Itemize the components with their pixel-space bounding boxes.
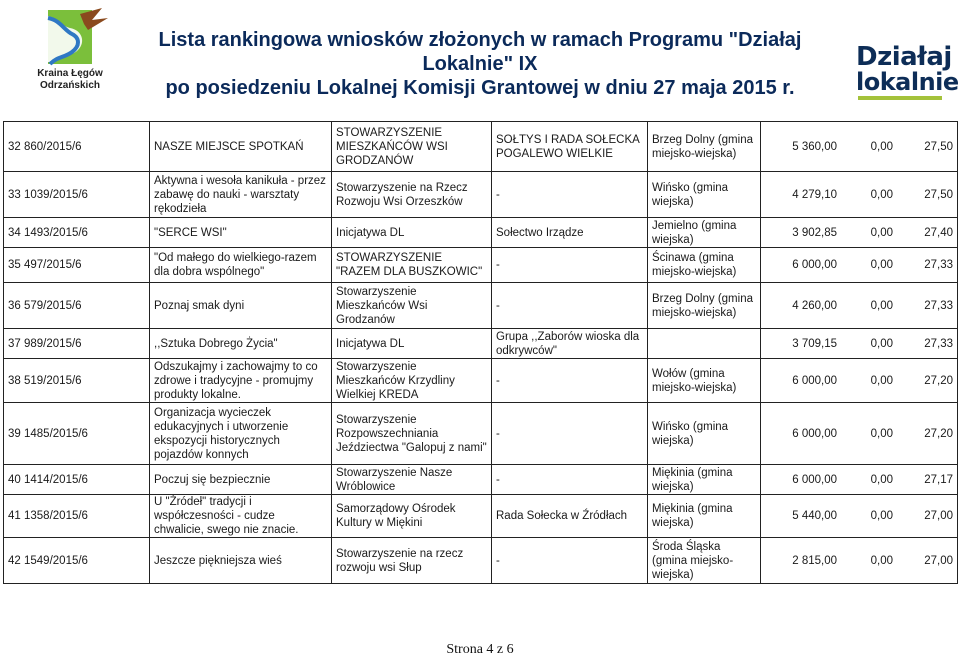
location: Środa Śląska (gmina miejsko-wiejska) — [648, 538, 761, 584]
amount-cell — [761, 403, 958, 465]
title-line-2: po posiedzeniu Lokalnej Komisji Grantowej w dniu 27 maja 2015 r. — [165, 77, 795, 99]
amount-cell — [761, 465, 958, 495]
score: 27,40 — [924, 226, 953, 239]
project-title: U "Źródeł" tradycji i współczesności - cudze chwalicie, swego nie znacie. — [150, 495, 332, 538]
value-2: 0,00 — [870, 259, 893, 271]
application-id: 1549/2015/6 — [24, 554, 88, 567]
applicant: Samorządowy Ośrodek Kultury w Miękini — [332, 495, 492, 538]
application-id: 1358/2015/6 — [24, 510, 88, 522]
value-2: 0,00 — [870, 427, 893, 440]
amount: 6 000,00 — [792, 427, 837, 440]
row-number: 38 — [8, 374, 21, 387]
location: Miękinia (gmina wiejska) — [648, 465, 761, 495]
value-2: 0,00 — [870, 374, 893, 387]
application-id: 1493/2015/6 — [24, 226, 88, 239]
table-row — [4, 359, 958, 403]
partner: Grupa ,,Zaborów wioska dla odkrywców" — [492, 329, 648, 359]
table-row — [4, 218, 958, 248]
amount: 3 709,15 — [792, 337, 837, 350]
applicant: Stowarzyszenie Rozpowszechniania Jeździectwa "Galopuj z nami" — [332, 403, 492, 465]
amount-cell — [761, 218, 958, 248]
partner: - — [492, 172, 648, 218]
location — [648, 329, 761, 359]
applicant: Stowarzyszenie na Rzecz Rozwoju Wsi Orzeszków — [332, 172, 492, 218]
application-id: 1039/2015/6 — [24, 188, 88, 201]
table-row — [4, 403, 958, 465]
applicant: STOWARZYSZENIE MIESZKAŃCÓW WSI GRODZANÓW — [332, 122, 492, 172]
application-id: 519/2015/6 — [24, 374, 82, 387]
applicant: Stowarzyszenie na rzecz rozwoju wsi Słup — [332, 538, 492, 584]
project-title: ,,Sztuka Dobrego Życia" — [150, 329, 332, 359]
amount: 5 360,00 — [792, 140, 837, 153]
amount: 2 815,00 — [792, 554, 837, 567]
applicant: Stowarzyszenie Mieszkańców Krzydliny Wielkiej KREDA — [332, 359, 492, 403]
value-2: 0,00 — [870, 554, 893, 567]
table-row — [4, 248, 958, 283]
applicant: Stowarzyszenie Mieszkańców Wsi Grodzanów — [332, 283, 492, 329]
partner: - — [492, 248, 648, 283]
application-id: 579/2015/6 — [24, 299, 82, 312]
page-title — [120, 28, 840, 100]
value-2: 0,00 — [870, 337, 893, 350]
location: Wińsko (gmina wiejska) — [648, 403, 761, 465]
amount-cell — [761, 248, 958, 283]
amount: 4 279,10 — [792, 188, 837, 201]
amount-cell — [761, 172, 958, 218]
location: Wińsko (gmina wiejska) — [648, 172, 761, 218]
score: 27,17 — [924, 473, 953, 486]
location: Brzeg Dolny (gmina miejsko-wiejska) — [648, 283, 761, 329]
row-number: 36 — [8, 299, 21, 312]
ranking-table — [3, 121, 958, 584]
row-number: 34 — [8, 226, 21, 239]
kraina-legow-logo — [30, 6, 110, 96]
logo-left-text-2: Odrzańskich — [39, 80, 101, 91]
row-number: 35 — [8, 259, 21, 271]
application-id: 1485/2015/6 — [24, 427, 88, 440]
row-number: 42 — [8, 554, 21, 567]
table-row — [4, 172, 958, 218]
row-id-cell — [4, 329, 150, 359]
row-id-cell — [4, 359, 150, 403]
score: 27,50 — [924, 140, 953, 153]
partner: - — [492, 538, 648, 584]
row-id-cell — [4, 538, 150, 584]
project-title: Organizacja wycieczek edukacyjnych i utworzenie ekspozycji historycznych pojazdów konnych — [150, 403, 332, 465]
row-id-cell — [4, 283, 150, 329]
logo-underline — [858, 96, 942, 100]
row-id-cell — [4, 248, 150, 283]
partner: - — [492, 403, 648, 465]
applicant: Inicjatywa DL — [332, 218, 492, 248]
table-row — [4, 329, 958, 359]
project-title: "Od małego do wielkiego-razem dla dobra wspólnego" — [150, 248, 332, 283]
table-row — [4, 283, 958, 329]
value-2: 0,00 — [870, 299, 893, 312]
location: Wołów (gmina miejsko-wiejska) — [648, 359, 761, 403]
application-id: 1414/2015/6 — [24, 473, 88, 486]
row-id-cell — [4, 218, 150, 248]
row-id-cell — [4, 465, 150, 495]
score: 27,33 — [924, 299, 953, 312]
row-number: 41 — [8, 510, 21, 522]
row-number: 33 — [8, 188, 21, 201]
page-footer: Strona 4 z 6 — [446, 642, 514, 657]
project-title: Poznaj smak dyni — [150, 283, 332, 329]
row-number: 40 — [8, 473, 21, 486]
amount: 6 000,00 — [792, 473, 837, 486]
partner: - — [492, 283, 648, 329]
amount: 3 902,85 — [792, 226, 837, 239]
application-id: 860/2015/6 — [24, 140, 82, 153]
score: 27,33 — [924, 337, 953, 350]
applicant: Inicjatywa DL — [332, 329, 492, 359]
table-row — [4, 495, 958, 538]
location: Ścinawa (gmina miejsko-wiejska) — [648, 248, 761, 283]
value-2: 0,00 — [870, 226, 893, 239]
row-id-cell — [4, 172, 150, 218]
logo-right-text-2: lokalnie — [856, 68, 959, 96]
amount-cell — [761, 359, 958, 403]
amount-cell — [761, 122, 958, 172]
logo-left-text-1: Kraina Łęgów — [37, 68, 103, 79]
application-id: 497/2015/6 — [24, 259, 82, 271]
amount: 5 440,00 — [792, 510, 837, 522]
row-id-cell — [4, 122, 150, 172]
application-id: 989/2015/6 — [24, 337, 82, 350]
amount-cell — [761, 495, 958, 538]
partner: SOŁTYS I RADA SOŁECKA POGALEWO WIELKIE — [492, 122, 648, 172]
partner: - — [492, 465, 648, 495]
value-2: 0,00 — [870, 188, 893, 201]
table-row — [4, 538, 958, 584]
applicant: STOWARZYSZENIE "RAZEM DLA BUSZKOWIC" — [332, 248, 492, 283]
project-title: Poczuj się bezpiecznie — [150, 465, 332, 495]
score: 27,50 — [924, 188, 953, 201]
row-number: 39 — [8, 427, 21, 440]
amount-cell — [761, 538, 958, 584]
row-number: 32 — [8, 140, 21, 153]
row-id-cell — [4, 495, 150, 538]
table-row — [4, 122, 958, 172]
project-title: "SERCE WSI" — [150, 218, 332, 248]
value-2: 0,00 — [870, 510, 893, 522]
amount: 6 000,00 — [792, 259, 837, 271]
score: 27,20 — [924, 427, 953, 440]
row-id-cell — [4, 403, 150, 465]
project-title: NASZE MIEJSCE SPOTKAŃ — [150, 122, 332, 172]
score: 27,00 — [924, 510, 953, 522]
value-2: 0,00 — [870, 473, 893, 486]
score: 27,00 — [924, 554, 953, 567]
table-row — [4, 465, 958, 495]
amount: 6 000,00 — [792, 374, 837, 387]
project-title: Odszukajmy i zachowajmy to co zdrowe i tradycyjne - promujmy produkty lokalne. — [150, 359, 332, 403]
title-line-1: Lista rankingowa wniosków złożonych w ramach Programu "Działaj Lokalnie" IX — [158, 29, 802, 75]
amount-cell — [761, 283, 958, 329]
logo-right-text-1: Działaj — [856, 42, 952, 72]
partner: Sołectwo Irządze — [492, 218, 648, 248]
value-2: 0,00 — [870, 140, 893, 153]
location: Miękinia (gmina wiejska) — [648, 495, 761, 538]
row-number: 37 — [8, 337, 21, 350]
location: Brzeg Dolny (gmina miejsko-wiejska) — [648, 122, 761, 172]
project-title: Jeszcze piękniejsza wieś — [150, 538, 332, 584]
amount: 4 260,00 — [792, 299, 837, 312]
score: 27,20 — [924, 374, 953, 387]
location: Jemielno (gmina wiejska) — [648, 218, 761, 248]
applicant: Stowarzyszenie Nasze Wróblowice — [332, 465, 492, 495]
amount-cell — [761, 329, 958, 359]
partner: Rada Sołecka w Źródłach — [492, 495, 648, 538]
partner: - — [492, 359, 648, 403]
score: 27,33 — [924, 259, 953, 271]
project-title: Aktywna i wesoła kanikuła - przez zabawę do nauki - warsztaty rękodzieła — [150, 172, 332, 218]
bird-river-icon — [30, 6, 110, 68]
dzialaj-lokalnie-logo — [852, 40, 959, 102]
